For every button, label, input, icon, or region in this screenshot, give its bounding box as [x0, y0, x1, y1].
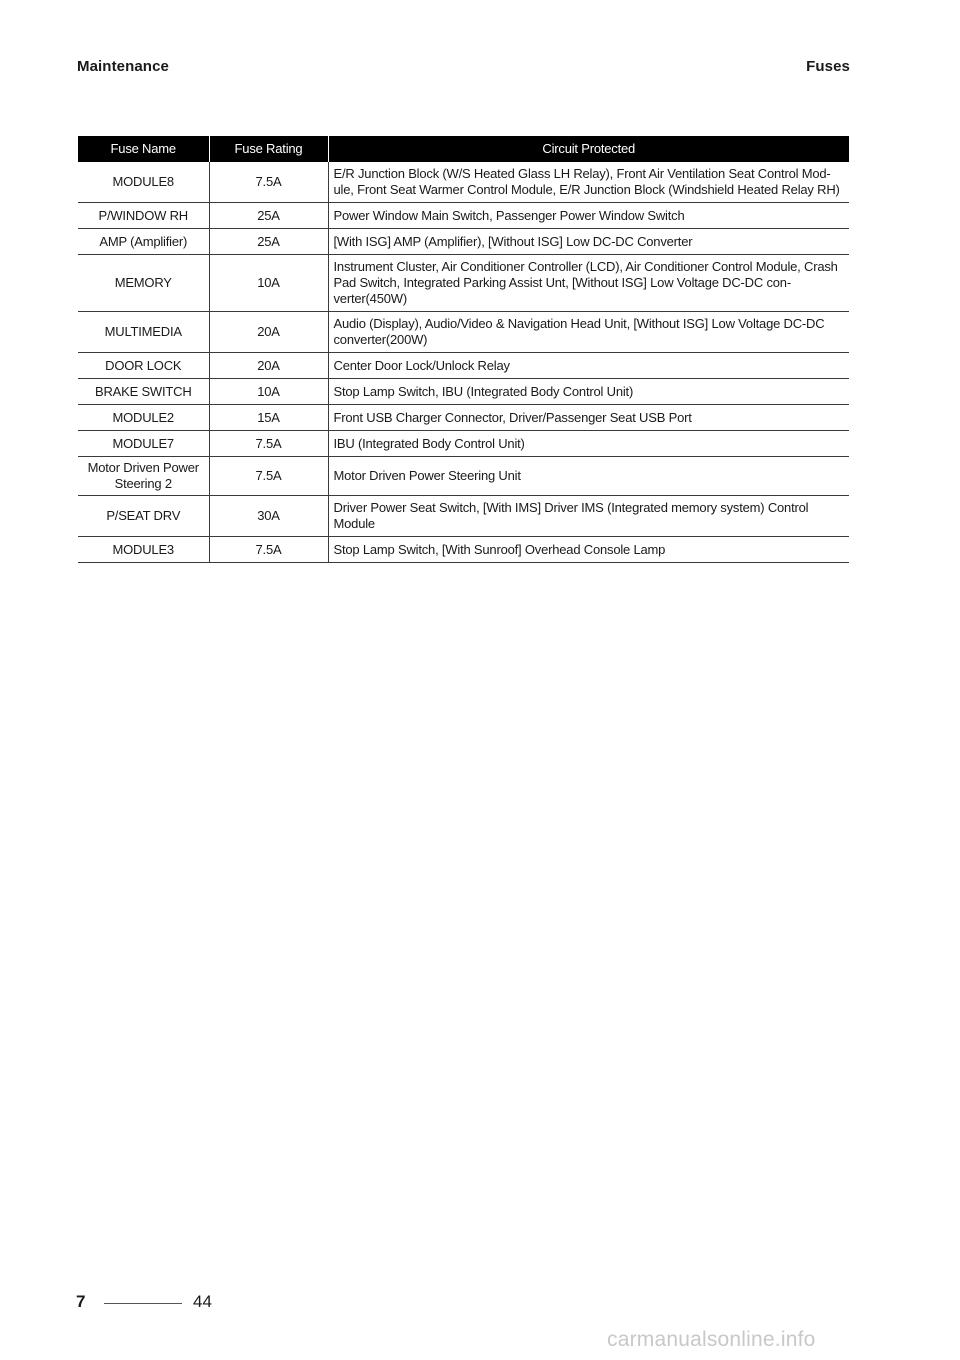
fuse-name-cell: MODULE2 [78, 405, 209, 431]
circuit-cell: Front USB Charger Connector, Driver/Passenger Seat USB Port [328, 405, 849, 431]
circuit-cell: Instrument Cluster, Air Conditioner Controller (LCD), Air Conditioner Control Module, Crash Pad Switch, Integrated Parking Assist Unt, [Without ISG] Low Voltage DC-DC con-verter(450W) [328, 255, 849, 312]
circuit-cell: [With ISG] AMP (Amplifier), [Without ISG] Low DC-DC Converter [328, 229, 849, 255]
fuse-name-cell: MODULE3 [78, 537, 209, 563]
fuse-rating-cell: 15A [209, 405, 328, 431]
table-header-row [78, 136, 849, 162]
page-number: 44 [193, 1292, 212, 1311]
fuse-rating-cell: 20A [209, 353, 328, 379]
fuse-name-cell: MODULE7 [78, 431, 209, 457]
table-row [78, 457, 849, 496]
fuse-rating-cell: 10A [209, 255, 328, 312]
fuse-rating-cell: 20A [209, 312, 328, 353]
fuse-rating-cell: 7.5A [209, 431, 328, 457]
circuit-cell: E/R Junction Block (W/S Heated Glass LH Relay), Front Air Ventilation Seat Control Mod-ule, Front Seat Warmer Control Module, E/R Junction Block (Windshield Heated Relay RH) [328, 162, 849, 203]
fuse-table [78, 136, 849, 563]
table-row [78, 203, 849, 229]
table-row [78, 229, 849, 255]
circuit-cell: IBU (Integrated Body Control Unit) [328, 431, 849, 457]
header-fuse-rating: Fuse Rating [209, 136, 328, 162]
circuit-cell: Stop Lamp Switch, IBU (Integrated Body Control Unit) [328, 379, 849, 405]
circuit-cell: Audio (Display), Audio/Video & Navigation Head Unit, [Without ISG] Low Voltage DC-DC converter(200W) [328, 312, 849, 353]
fuse-name-cell: P/SEAT DRV [78, 496, 209, 537]
table-row [78, 379, 849, 405]
footer-divider [104, 1303, 182, 1304]
fuse-rating-cell: 7.5A [209, 457, 328, 496]
fuse-rating-cell: 25A [209, 229, 328, 255]
circuit-cell: Motor Driven Power Steering Unit [328, 457, 849, 496]
table-row [78, 537, 849, 563]
table-row [78, 496, 849, 537]
table-row [78, 312, 849, 353]
circuit-cell: Center Door Lock/Unlock Relay [328, 353, 849, 379]
header-fuse-name: Fuse Name [78, 136, 209, 162]
table-row [78, 405, 849, 431]
table-row [78, 431, 849, 457]
fuse-rating-cell: 10A [209, 379, 328, 405]
chapter-number: 7 [76, 1292, 86, 1311]
fuse-name-cell: AMP (Amplifier) [78, 229, 209, 255]
fuse-rating-cell: 25A [209, 203, 328, 229]
table-row [78, 162, 849, 203]
table-row [78, 353, 849, 379]
fuse-name-cell: MULTIMEDIA [78, 312, 209, 353]
section-title: Maintenance [77, 58, 169, 75]
topic-title: Fuses [806, 58, 850, 75]
circuit-cell: Stop Lamp Switch, [With Sunroof] Overhead Console Lamp [328, 537, 849, 563]
fuse-rating-cell: 30A [209, 496, 328, 537]
header-circuit-protected: Circuit Protected [328, 136, 849, 162]
fuse-rating-cell: 7.5A [209, 537, 328, 563]
circuit-cell: Power Window Main Switch, Passenger Power Window Switch [328, 203, 849, 229]
fuse-name-cell: MEMORY [78, 255, 209, 312]
watermark: carmanualsonline.info [607, 1328, 816, 1351]
table-row [78, 255, 849, 312]
circuit-cell: Driver Power Seat Switch, [With IMS] Driver IMS (Integrated memory system) Control Module [328, 496, 849, 537]
fuse-name-cell: P/WINDOW RH [78, 203, 209, 229]
fuse-name-cell: DOOR LOCK [78, 353, 209, 379]
fuse-name-cell: Motor Driven Power Steering 2 [78, 457, 209, 496]
fuse-name-cell: BRAKE SWITCH [78, 379, 209, 405]
fuse-name-cell: MODULE8 [78, 162, 209, 203]
fuse-rating-cell: 7.5A [209, 162, 328, 203]
